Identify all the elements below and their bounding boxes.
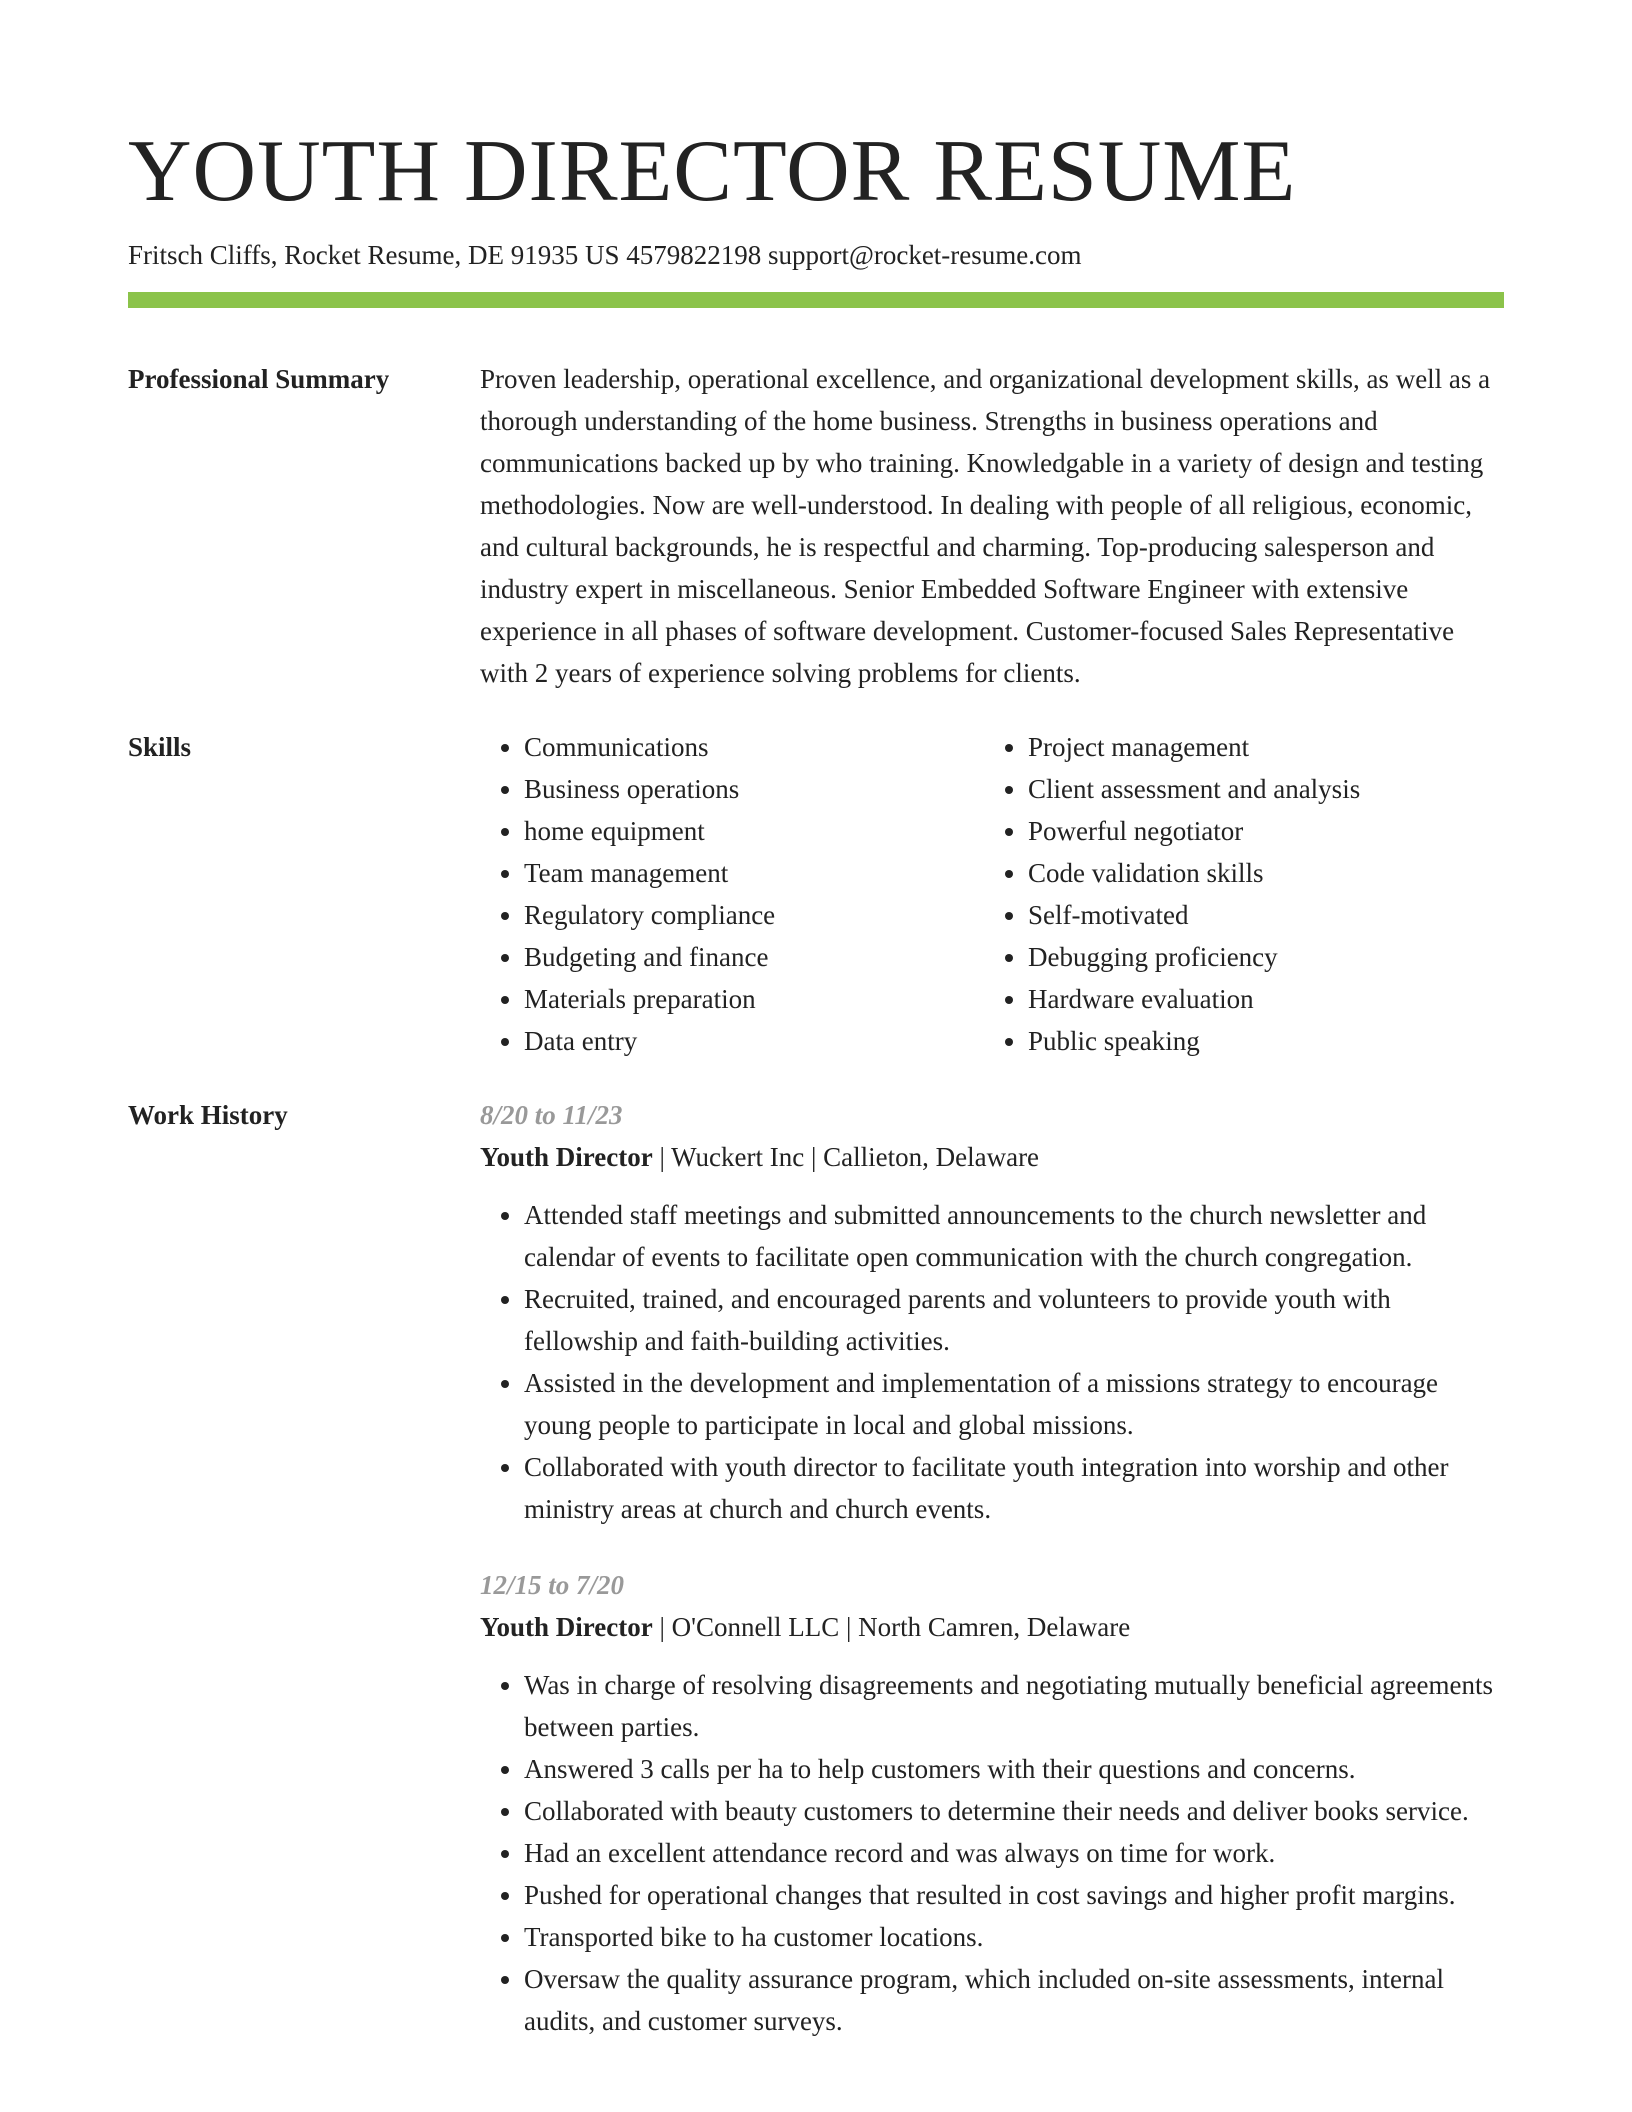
job-dates: 12/15 to 7/20	[480, 1570, 625, 1600]
job-bullet: • Had an excellent attendance record and was always on time for work.	[524, 1832, 1504, 1874]
skill-item: • Project management	[1028, 726, 1488, 768]
summary-body	[480, 358, 1504, 694]
job-bullet: • Pushed for operational changes that resulted in cost savings and higher profit margins.	[524, 1874, 1504, 1916]
skills-section	[128, 726, 1504, 1062]
skill-item: • home equipment	[524, 810, 984, 852]
work-history-section	[128, 1094, 1504, 2076]
skills-heading: Skills	[128, 732, 192, 762]
work-history-heading: Work History	[128, 1100, 288, 1130]
job-bullet: • Answered 3 calls per ha to help customers with their questions and concerns.	[524, 1748, 1504, 1790]
skill-item: • Business operations	[524, 768, 984, 810]
job-bullet: • Attended staff meetings and submitted announcements to the church newsletter and calendar of events to facilitate open communication with the church congregation.	[524, 1194, 1504, 1278]
job-entry	[480, 1564, 1504, 2042]
summary-section	[128, 358, 1504, 694]
job-bullet: • Was in charge of resolving disagreements and negotiating mutually beneficial agreements between parties.	[524, 1664, 1504, 1748]
job-entry	[480, 1094, 1504, 1530]
skill-item: • Hardware evaluation	[1028, 978, 1488, 1020]
accent-divider	[128, 292, 1504, 308]
skill-item: • Debugging proficiency	[1028, 936, 1488, 978]
summary-text: Proven leadership, operational excellence, and organizational development skills, as well as a thorough understanding of the home business. Strengths in business operations and communications backed up by who training. Knowledgable in a variety of design and testing methodologies. Now are well-understood. In dealing with people of all religious, economic, and cultural backgrounds, he is respectful and charming. Top-producing salesperson and industry expert in miscellaneous. Senior Embedded Software Engineer with extensive experience in all phases of software development. Customer-focused Sales Representative with 2 years of experience solving problems for clients.	[480, 364, 1491, 688]
job-bullet: • Recruited, trained, and encouraged parents and volunteers to provide youth with fellowship and faith-building activities.	[524, 1278, 1504, 1362]
job-bullet: • Collaborated with youth director to facilitate youth integration into worship and other ministry areas at church and church events.	[524, 1446, 1504, 1530]
skill-item: • Powerful negotiator	[1028, 810, 1488, 852]
skills-grid	[480, 726, 1504, 1062]
resume-page	[128, 0, 1504, 2076]
job-employer-location: | O'Connell LLC | North Camren, Delaware	[652, 1612, 1131, 1642]
page-title: YOUTH DIRECTOR RESUME	[128, 123, 1297, 220]
job-title: Youth Director	[480, 1142, 653, 1172]
skill-item: • Public speaking	[1028, 1020, 1488, 1062]
skill-item: • Code validation skills	[1028, 852, 1488, 894]
skills-body	[480, 726, 1504, 1062]
job-bullet: • Oversaw the quality assurance program, which included on-site assessments, internal audits, and customer surveys.	[524, 1958, 1504, 2042]
skill-item: • Data entry	[524, 1020, 984, 1062]
job-header	[480, 1606, 1504, 1648]
skills-column-right	[984, 726, 1488, 1062]
skill-item: • Client assessment and analysis	[1028, 768, 1488, 810]
skills-column-left	[480, 726, 984, 1062]
job-bullet: • Transported bike to ha customer locations.	[524, 1916, 1504, 1958]
skill-item: • Budgeting and finance	[524, 936, 984, 978]
summary-heading: Professional Summary	[128, 364, 390, 394]
skill-item: • Communications	[524, 726, 984, 768]
job-bullets	[480, 1664, 1504, 2042]
job-bullet: • Assisted in the development and implementation of a missions strategy to encourage young people to participate in local and global missions.	[524, 1362, 1504, 1446]
job-employer-location: | Wuckert Inc | Callieton, Delaware	[652, 1142, 1040, 1172]
skill-item: • Materials preparation	[524, 978, 984, 1020]
job-dates: 8/20 to 11/23	[480, 1100, 623, 1130]
job-bullet: • Collaborated with beauty customers to determine their needs and deliver books service.	[524, 1790, 1504, 1832]
skill-item: • Self-motivated	[1028, 894, 1488, 936]
skill-item: • Team management	[524, 852, 984, 894]
skill-item: • Regulatory compliance	[524, 894, 984, 936]
job-title: Youth Director	[480, 1612, 653, 1642]
job-bullets	[480, 1194, 1504, 1530]
job-header	[480, 1136, 1504, 1178]
work-history-body	[480, 1094, 1504, 2076]
contact-line: Fritsch Cliffs, Rocket Resume, DE 91935 US 4579822198 support@rocket-resume.com	[128, 240, 1082, 270]
